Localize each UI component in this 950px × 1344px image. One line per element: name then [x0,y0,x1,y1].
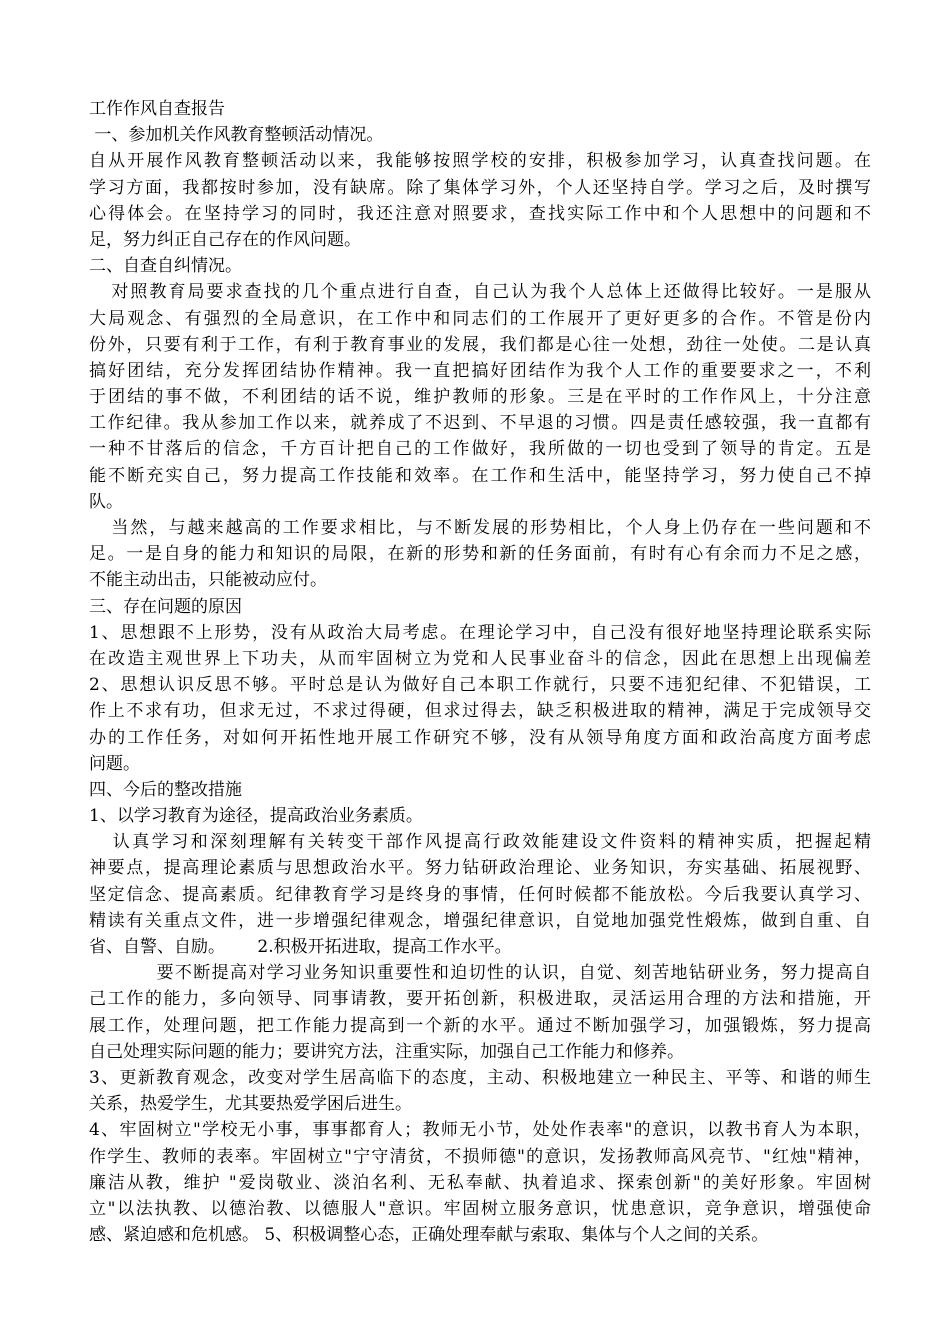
text-line: 在改造主观世界上下功夫，从而牢固树立为党和人民事业奋斗的信念，因此在思想上出现偏差 [89,648,871,669]
text-line: 作学生、教师的表率。牢固树立"宁守清贫，不损师德"的意识，发扬教师高风亮节、"红烛"精神， [89,1146,871,1167]
text-line: 足，努力纠正自己存在的作风问题。 [89,229,361,250]
text-line: 学习方面，我都按时参加，没有缺席。除了集体学习外，个人还坚持自学。学习之后，及时撰写 [89,177,871,198]
text-line: 问题。 [89,753,140,774]
text-line: 能不断充实自己，努力提高工作技能和效率。在工作和生活中，能坚持学习，努力使自己不掉 [89,465,871,486]
text-line: 自从开展作风教育整顿活动以来，我能够按照学校的安排，积极参加学习，认真查找问题。在 [89,151,871,172]
text-line: 一、参加机关作风教育整顿活动情况。 [89,125,384,146]
text-line: 自己处理实际问题的能力；要讲究方法，注重实际，加强自己工作能力和修养。 [89,1041,684,1062]
text-line: 一种不甘落后的信念，千方百计把自己的工作做好，我所做的一切也受到了领导的肯定。五是 [89,439,871,460]
section-heading: 三、存在问题的原因 [89,596,242,617]
text-line: 关系，热爱学生，尤其要热爱学困后进生。 [89,1094,412,1115]
text-line: 廉洁从教，维护 "爱岗敬业、淡泊名利、无私奉献、执着追求、探索创新"的美好形象。牢固树 [89,1172,871,1193]
text-line: 要不断提高对学习业务知识重要性和迫切性的认识，自觉、刻苦地钻研业务，努力提高自 [89,963,871,984]
text-line: 精读有关重点文件，进一步增强纪律观念，增强纪律意识，自觉地加强党性煅炼，做到自重、自 [89,910,871,931]
text-line: 2、思想认识反思不够。平时总是认为做好自己本职工作就行，只要不违犯纪律、不犯错误，工 [89,675,871,696]
text-line: 搞好团结，充分发挥团结协作精神。我一直把搞好团结作为我个人工作的重要要求之一，不利 [89,360,871,381]
text-line: 不能主动出击，只能被动应付。 [89,570,327,591]
text-line: 坚定信念、提高素质。纪律教育学习是终身的事情，任何时候都不能放松。今后我要认真学习、 [89,884,871,905]
text-line: 4、牢固树立"学校无小事，事事都育人；教师无小节，处处作表率"的意识，以教书育人为本职， [89,1120,871,1141]
text-line: 1、以学习教育为途径，提高政治业务素质。 [89,806,423,827]
text-line: 作上不求有功，但求无过，不求过得硬，但求过得去，缺乏积极进取的精神，满足于完成领导交 [89,701,871,722]
section-heading: 四、今后的整改措施 [89,779,242,800]
text-line: 3、更新教育观念，改变对学生居高临下的态度，主动、积极地建立一种民主、平等、和谐的师生 [89,1067,871,1088]
text-line: 神要点，提高理论素质与思想政治水平。努力钻研政治理论、业务知识，夯实基础、拓展视野、 [89,858,871,879]
text-line: 足。一是自身的能力和知识的局限，在新的形势和新的任务面前，有时有心有余而力不足之感， [89,544,871,565]
text-line: 对照教育局要求查找的几个重点进行自查，自己认为我个人总体上还做得比较好。一是服从 [89,282,871,303]
text-line: 份外，只要有利于工作，有利于教育事业的发展，我们都是心往一处想，劲往一处使。二是认真 [89,334,871,355]
text-line: 展工作，处理问题，把工作能力提高到一个新的水平。通过不断加强学习，加强锻炼，努力提高 [89,1015,871,1036]
text-line: 认真学习和深刻理解有关转变干部作风提高行政效能建设文件资料的精神实质，把握起精 [89,832,871,853]
text-line: 队。 [89,491,123,512]
text-line: 心得体会。在坚持学习的同时，我还注意对照要求，查找实际工作中和个人思想中的问题和不 [89,203,871,224]
text-line: 大局观念、有强烈的全局意识，在工作中和同志们的工作展开了更好更多的合作。不管是份内 [89,308,871,329]
text-line: 于团结的事不做，不利团结的话不说，维护教师的形象。三是在平时的工作作风上，十分注意 [89,387,871,408]
document-title: 工作作风自查报告 [89,99,225,119]
text-line: 立"以法执教、以德治教、以德服人"意识。牢固树立服务意识，忧患意识，竞争意识，增强使命 [89,1198,871,1219]
text-line: 当然，与越来越高的工作要求相比，与不断发展的形势相比，个人身上仍存在一些问题和不 [89,518,871,538]
text-line: 感、紧迫感和危机感。 5、积极调整心态，正确处理奉献与索取、集体与个人之间的关系。 [89,1225,769,1246]
text-line: 省、自警、自励。 2.积极开拓进取，提高工作水平。 [89,937,512,957]
text-line: 办的工作任务，对如何开拓性地开展工作研究不够，没有从领导角度方面和政治高度方面考虑 [89,727,871,748]
section-heading: 二、自查自纠情况。 [89,256,242,277]
text-line: 己工作的能力，多向领导、同事请教，要开拓创新，积极进取，灵活运用合理的方法和措施，开 [89,989,871,1010]
text-line: 工作纪律。我从参加工作以来，就养成了不迟到、不早退的习惯。四是责任感较强，我一直都有 [89,413,871,434]
text-line: 1、思想跟不上形势，没有从政治大局考虑。在理论学习中，自己没有很好地坚持理论联系实际 [89,622,871,643]
document-page [89,96,871,1248]
